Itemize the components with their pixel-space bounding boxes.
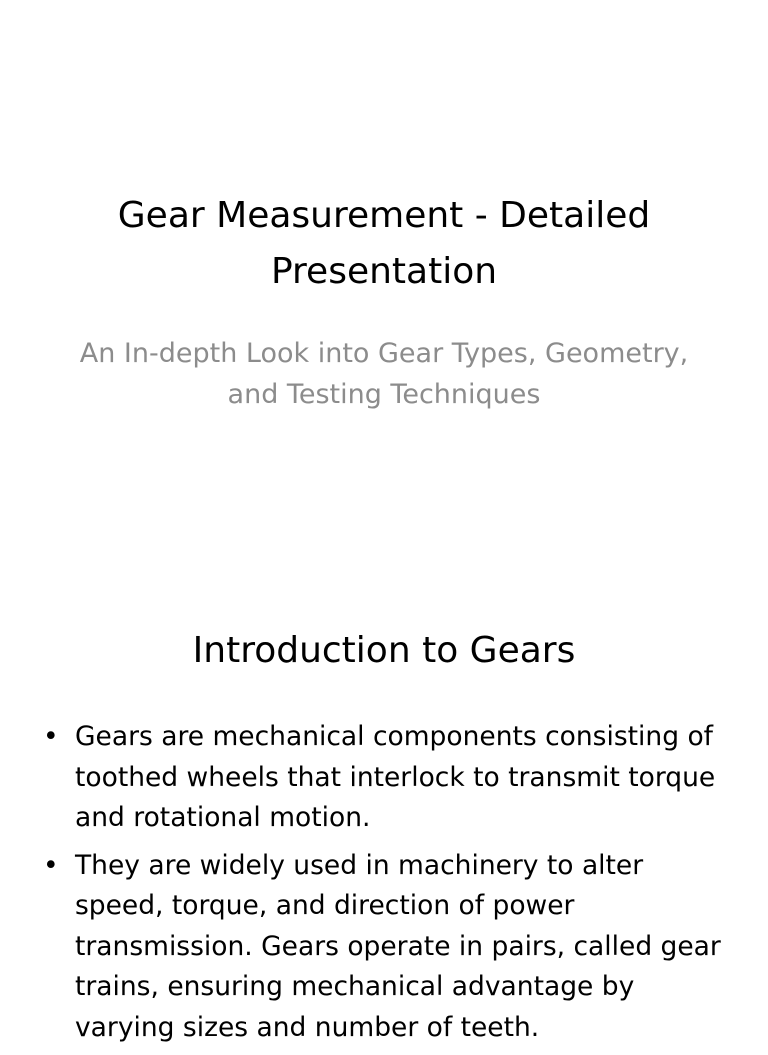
bullet-text: Gears are mechanical components consisting of toothed wheels that interlock to transmit torque and rotational motion. bbox=[75, 721, 716, 833]
bullet-dot: • bbox=[43, 849, 59, 881]
content-slide bbox=[0, 576, 768, 1043]
bullet-list bbox=[40, 717, 730, 1055]
bullet-text: They are widely used in machinery to alter speed, torque, and direction of power transmission. Gears operate in pairs, called gear trains, ensuring mechanical advantage by varying sizes and number of teeth. bbox=[75, 849, 721, 1043]
bullet-item bbox=[40, 846, 730, 1049]
bullet-item bbox=[40, 717, 730, 839]
slide-title: Gear Measurement - Detailed Presentation bbox=[117, 195, 651, 292]
bullet-dot: • bbox=[43, 721, 59, 752]
slide-subtitle: An In-depth Look into Gear Types, Geometry, and Testing Techniques bbox=[79, 338, 689, 410]
slide-heading: Introduction to Gears bbox=[192, 630, 576, 671]
